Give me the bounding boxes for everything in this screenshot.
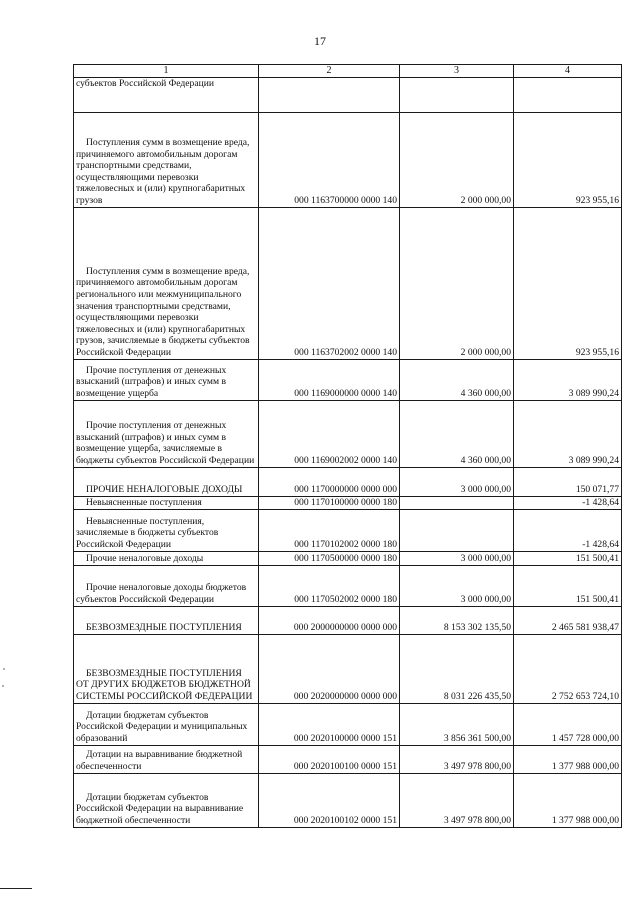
row-name: Прочие неналоговые доходы бюджетов субъектов Российской Федерации <box>74 565 259 606</box>
row-fact: 2 752 653 724,10 <box>514 634 622 703</box>
row-name: Невыясненные поступления <box>74 496 259 509</box>
row-plan <box>400 77 514 112</box>
row-code: 000 1163702002 0000 140 <box>259 207 400 359</box>
row-code: 000 2020100100 0000 151 <box>259 745 400 773</box>
row-code: 000 1163700000 0000 140 <box>259 112 400 207</box>
row-name: Поступления сумм в возмещение вреда, причиняемого автомобильным дорогам регионального или межмуниципального значения транспортными средствами, осуществляющими перевозки тяжеловесных и (или) крупногабаритных грузов, зачисляемые в бюджеты субъектов Российской Федерации <box>74 207 259 359</box>
row-name: ПРОЧИЕ НЕНАЛОГОВЫЕ ДОХОДЫ <box>74 467 259 496</box>
row-code: 000 1169002002 0000 140 <box>259 400 400 467</box>
table-row <box>74 77 622 112</box>
scan-speck <box>3 668 5 670</box>
row-fact: -1 428,64 <box>514 496 622 509</box>
row-fact: 150 071,77 <box>514 467 622 496</box>
row-fact <box>514 77 622 112</box>
row-name: БЕЗВОЗМЕЗДНЫЕ ПОСТУПЛЕНИЯ ОТ ДРУГИХ БЮДЖЕТОВ БЮДЖЕТНОЙ СИСТЕМЫ РОССИЙСКОЙ ФЕДЕРАЦИИ <box>74 634 259 703</box>
row-plan: 2 000 000,00 <box>400 207 514 359</box>
row-name: Прочие неналоговые доходы <box>74 551 259 565</box>
row-name: Дотации бюджетам субъектов Российской Федерации на выравнивание бюджетной обеспеченности <box>74 773 259 827</box>
table-row <box>74 565 622 606</box>
row-fact: 923 955,16 <box>514 112 622 207</box>
scan-speck <box>2 685 4 687</box>
table-row <box>74 745 622 773</box>
scan-margin-mark <box>0 888 32 889</box>
row-code: 000 2020100102 0000 151 <box>259 773 400 827</box>
row-code: 000 1169000000 0000 140 <box>259 359 400 400</box>
row-name: субъектов Российской Федерации <box>74 77 259 112</box>
row-plan: 3 000 000,00 <box>400 565 514 606</box>
row-fact: 151 500,41 <box>514 565 622 606</box>
row-name: Дотации на выравнивание бюджетной обеспеченности <box>74 745 259 773</box>
row-plan <box>400 509 514 551</box>
row-code <box>259 77 400 112</box>
row-fact: 1 457 728 000,00 <box>514 703 622 745</box>
row-fact: 3 089 990,24 <box>514 400 622 467</box>
row-name: Прочие поступления от денежных взысканий (штрафов) и иных сумм в возмещение ущерба, зачисляемые в бюджеты субъектов Российской Федерации <box>74 400 259 467</box>
row-name: Невыясненные поступления, зачисляемые в бюджеты субъектов Российской Федерации <box>74 509 259 551</box>
row-code: 000 1170502002 0000 180 <box>259 565 400 606</box>
row-plan: 4 360 000,00 <box>400 359 514 400</box>
column-number: 1 <box>74 65 259 78</box>
row-fact: -1 428,64 <box>514 509 622 551</box>
row-fact: 2 465 581 938,47 <box>514 606 622 634</box>
row-fact: 1 377 988 000,00 <box>514 745 622 773</box>
row-code: 000 2020100000 0000 151 <box>259 703 400 745</box>
row-code: 000 1170100000 0000 180 <box>259 496 400 509</box>
table-row <box>74 400 622 467</box>
table-row <box>74 112 622 207</box>
table-row <box>74 703 622 745</box>
row-code: 000 1170102002 0000 180 <box>259 509 400 551</box>
table-row <box>74 606 622 634</box>
table-row <box>74 773 622 827</box>
row-plan <box>400 496 514 509</box>
row-name: Прочие поступления от денежных взысканий (штрафов) и иных сумм в возмещение ущерба <box>74 359 259 400</box>
row-name: БЕЗВОЗМЕЗДНЫЕ ПОСТУПЛЕНИЯ <box>74 606 259 634</box>
row-plan: 2 000 000,00 <box>400 112 514 207</box>
table-row <box>74 634 622 703</box>
row-fact: 151 500,41 <box>514 551 622 565</box>
row-plan: 3 856 361 500,00 <box>400 703 514 745</box>
table-row <box>74 207 622 359</box>
column-number-row <box>74 65 622 78</box>
row-fact: 1 377 988 000,00 <box>514 773 622 827</box>
row-plan: 3 497 978 800,00 <box>400 745 514 773</box>
row-plan: 3 000 000,00 <box>400 551 514 565</box>
row-plan: 3 000 000,00 <box>400 467 514 496</box>
column-number: 3 <box>400 65 514 78</box>
row-name: Дотации бюджетам субъектов Российской Федерации и муниципальных образований <box>74 703 259 745</box>
row-plan: 3 497 978 800,00 <box>400 773 514 827</box>
column-number: 4 <box>514 65 622 78</box>
row-fact: 3 089 990,24 <box>514 359 622 400</box>
row-fact: 923 955,16 <box>514 207 622 359</box>
page-number: 17 <box>314 34 326 48</box>
table-row <box>74 467 622 496</box>
row-plan: 8 153 302 135,50 <box>400 606 514 634</box>
row-code: 000 2000000000 0000 000 <box>259 606 400 634</box>
table-row <box>74 359 622 400</box>
table-row <box>74 509 622 551</box>
row-code: 000 1170500000 0000 180 <box>259 551 400 565</box>
row-name: Поступления сумм в возмещение вреда, причиняемого автомобильным дорогам транспортными средствами, осуществляющими перевозки тяжеловесных и (или) крупногабаритных грузов <box>74 112 259 207</box>
table-row <box>74 551 622 565</box>
row-plan: 8 031 226 435,50 <box>400 634 514 703</box>
column-number: 2 <box>259 65 400 78</box>
row-code: 000 1170000000 0000 000 <box>259 467 400 496</box>
revenue-table <box>73 64 622 828</box>
row-plan: 4 360 000,00 <box>400 400 514 467</box>
row-code: 000 2020000000 0000 000 <box>259 634 400 703</box>
table-row <box>74 496 622 509</box>
